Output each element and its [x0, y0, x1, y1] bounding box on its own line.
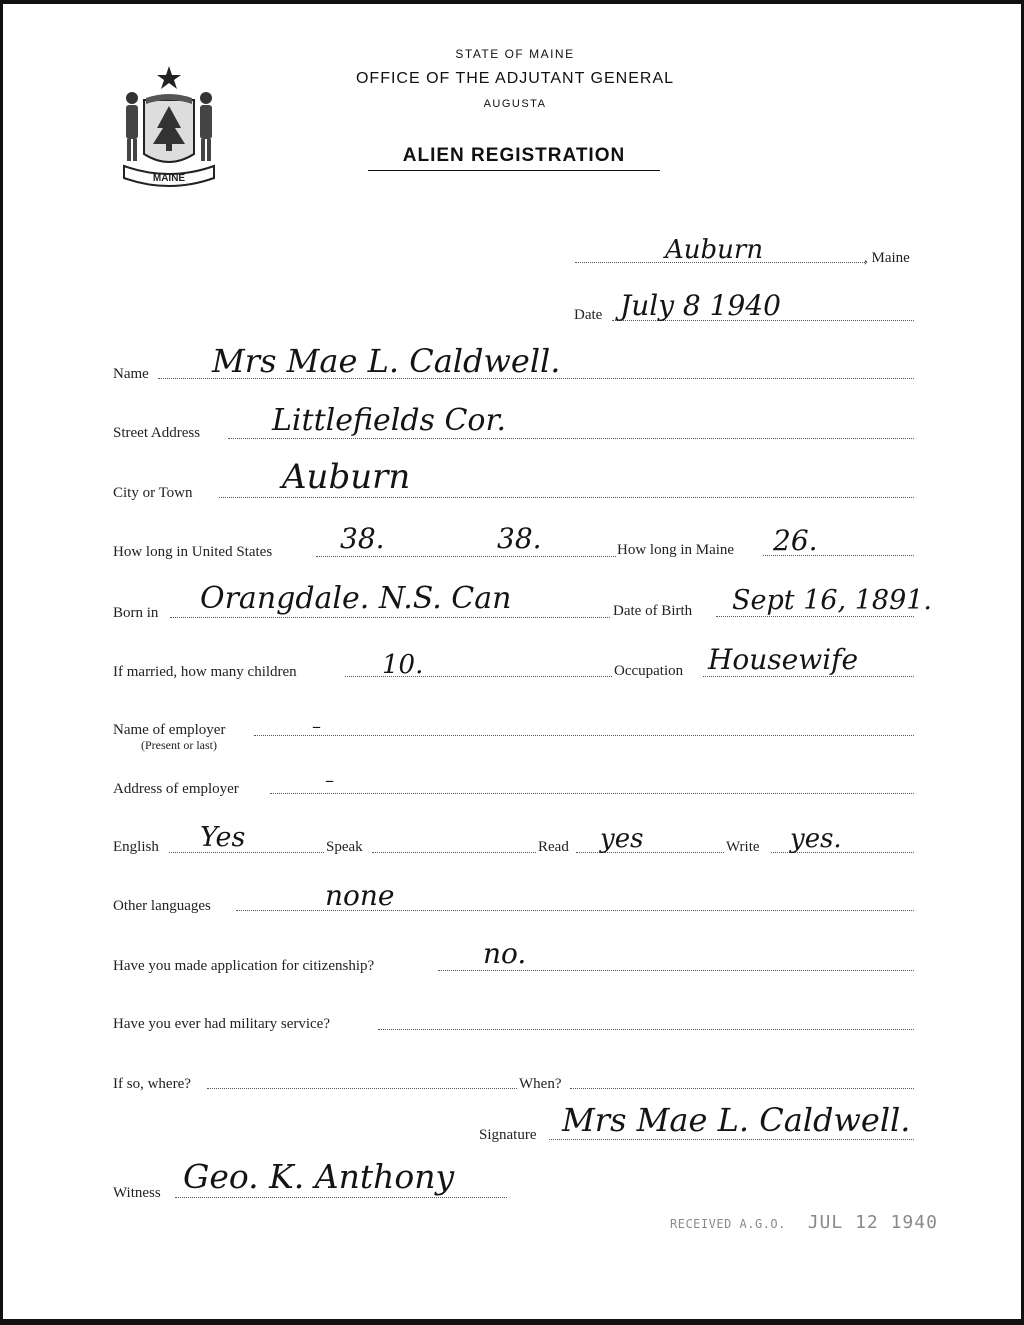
town-value: Auburn [665, 235, 764, 265]
received-stamp [670, 1212, 938, 1233]
speak-line [372, 852, 536, 853]
children-label: If married, how many children [113, 664, 297, 680]
city-value: Auburn [282, 457, 411, 497]
employer-value: – [312, 716, 321, 737]
form-title: ALIEN REGISTRATION [368, 145, 660, 171]
born-label: Born in [113, 605, 159, 621]
page-border-bottom [0, 1319, 1024, 1325]
received-stamp-date: JUL 12 1940 [807, 1212, 938, 1233]
witness-value: Geo. K. Anthony [183, 1157, 455, 1196]
street-value: Littlefields Cor. [272, 403, 507, 438]
occupation-value: Housewife [708, 643, 859, 676]
when-line [570, 1088, 914, 1089]
date-label: Date [574, 307, 603, 323]
occupation-label: Occupation [614, 663, 684, 679]
children-value: 10. [382, 650, 424, 680]
witness-line [175, 1197, 507, 1198]
date-value: July 8 1940 [620, 289, 781, 322]
write-value: yes. [790, 824, 842, 854]
maine-duration-label: How long in Maine [617, 542, 735, 558]
street-line [228, 438, 914, 439]
city-line [219, 497, 914, 498]
received-stamp-text: RECEIVED A.G.O. [670, 1217, 786, 1231]
english-line [169, 852, 324, 853]
dob-value: Sept 16, 1891. [732, 585, 933, 616]
city-label: City or Town [113, 485, 193, 501]
other-languages-value: none [325, 879, 395, 912]
signature-line [549, 1139, 914, 1140]
born-value: Orangdale. N.S. Can [200, 581, 512, 616]
state-heading: STATE OF MAINE [455, 47, 575, 61]
page-border-left [0, 0, 3, 1325]
state-seal-icon [110, 62, 228, 190]
military-line [378, 1029, 914, 1030]
occupation-line [703, 676, 914, 677]
citizenship-line [438, 970, 914, 971]
born-line [170, 617, 610, 618]
citizenship-value: no. [483, 937, 527, 970]
speak-label: Speak [326, 839, 363, 855]
read-line [576, 852, 724, 853]
when-label: When? [519, 1076, 562, 1092]
maine-duration-value: 26. [773, 524, 818, 557]
employer-address-line [270, 793, 914, 794]
where-label: If so, where? [113, 1076, 191, 1092]
city-heading: AUGUSTA [483, 98, 547, 110]
employer-sublabel: (Present or last) [141, 738, 217, 752]
other-languages-label: Other languages [113, 898, 211, 914]
employer-line [254, 735, 914, 736]
write-label: Write [726, 839, 760, 855]
military-label: Have you ever had military service? [113, 1016, 330, 1032]
english-value: Yes [200, 822, 246, 853]
page-border-top [0, 0, 1024, 4]
name-label: Name [113, 366, 149, 382]
us-duration-value-1: 38. [340, 522, 385, 555]
us-duration-line [316, 556, 616, 557]
dob-line [716, 616, 914, 617]
maine-label: , Maine [864, 250, 910, 266]
citizenship-label: Have you made application for citizenship? [113, 958, 375, 974]
read-value: yes [600, 824, 644, 854]
employer-address-value: – [325, 770, 334, 791]
seal-label: MAINE [152, 173, 186, 184]
signature-value: Mrs Mae L. Caldwell. [562, 1101, 911, 1139]
employer-address-label: Address of employer [113, 781, 239, 797]
witness-label: Witness [113, 1185, 161, 1201]
employer-label: Name of employer [113, 722, 226, 738]
english-label: English [113, 839, 159, 855]
dob-label: Date of Birth [613, 603, 693, 619]
read-label: Read [538, 839, 569, 855]
where-line [207, 1088, 517, 1089]
us-duration-value-2: 38. [497, 522, 542, 555]
name-value: Mrs Mae L. Caldwell. [212, 342, 561, 380]
street-label: Street Address [113, 425, 201, 441]
us-duration-label: How long in United States [113, 544, 273, 560]
signature-label: Signature [479, 1127, 537, 1143]
office-heading: OFFICE OF THE ADJUTANT GENERAL [355, 70, 675, 87]
